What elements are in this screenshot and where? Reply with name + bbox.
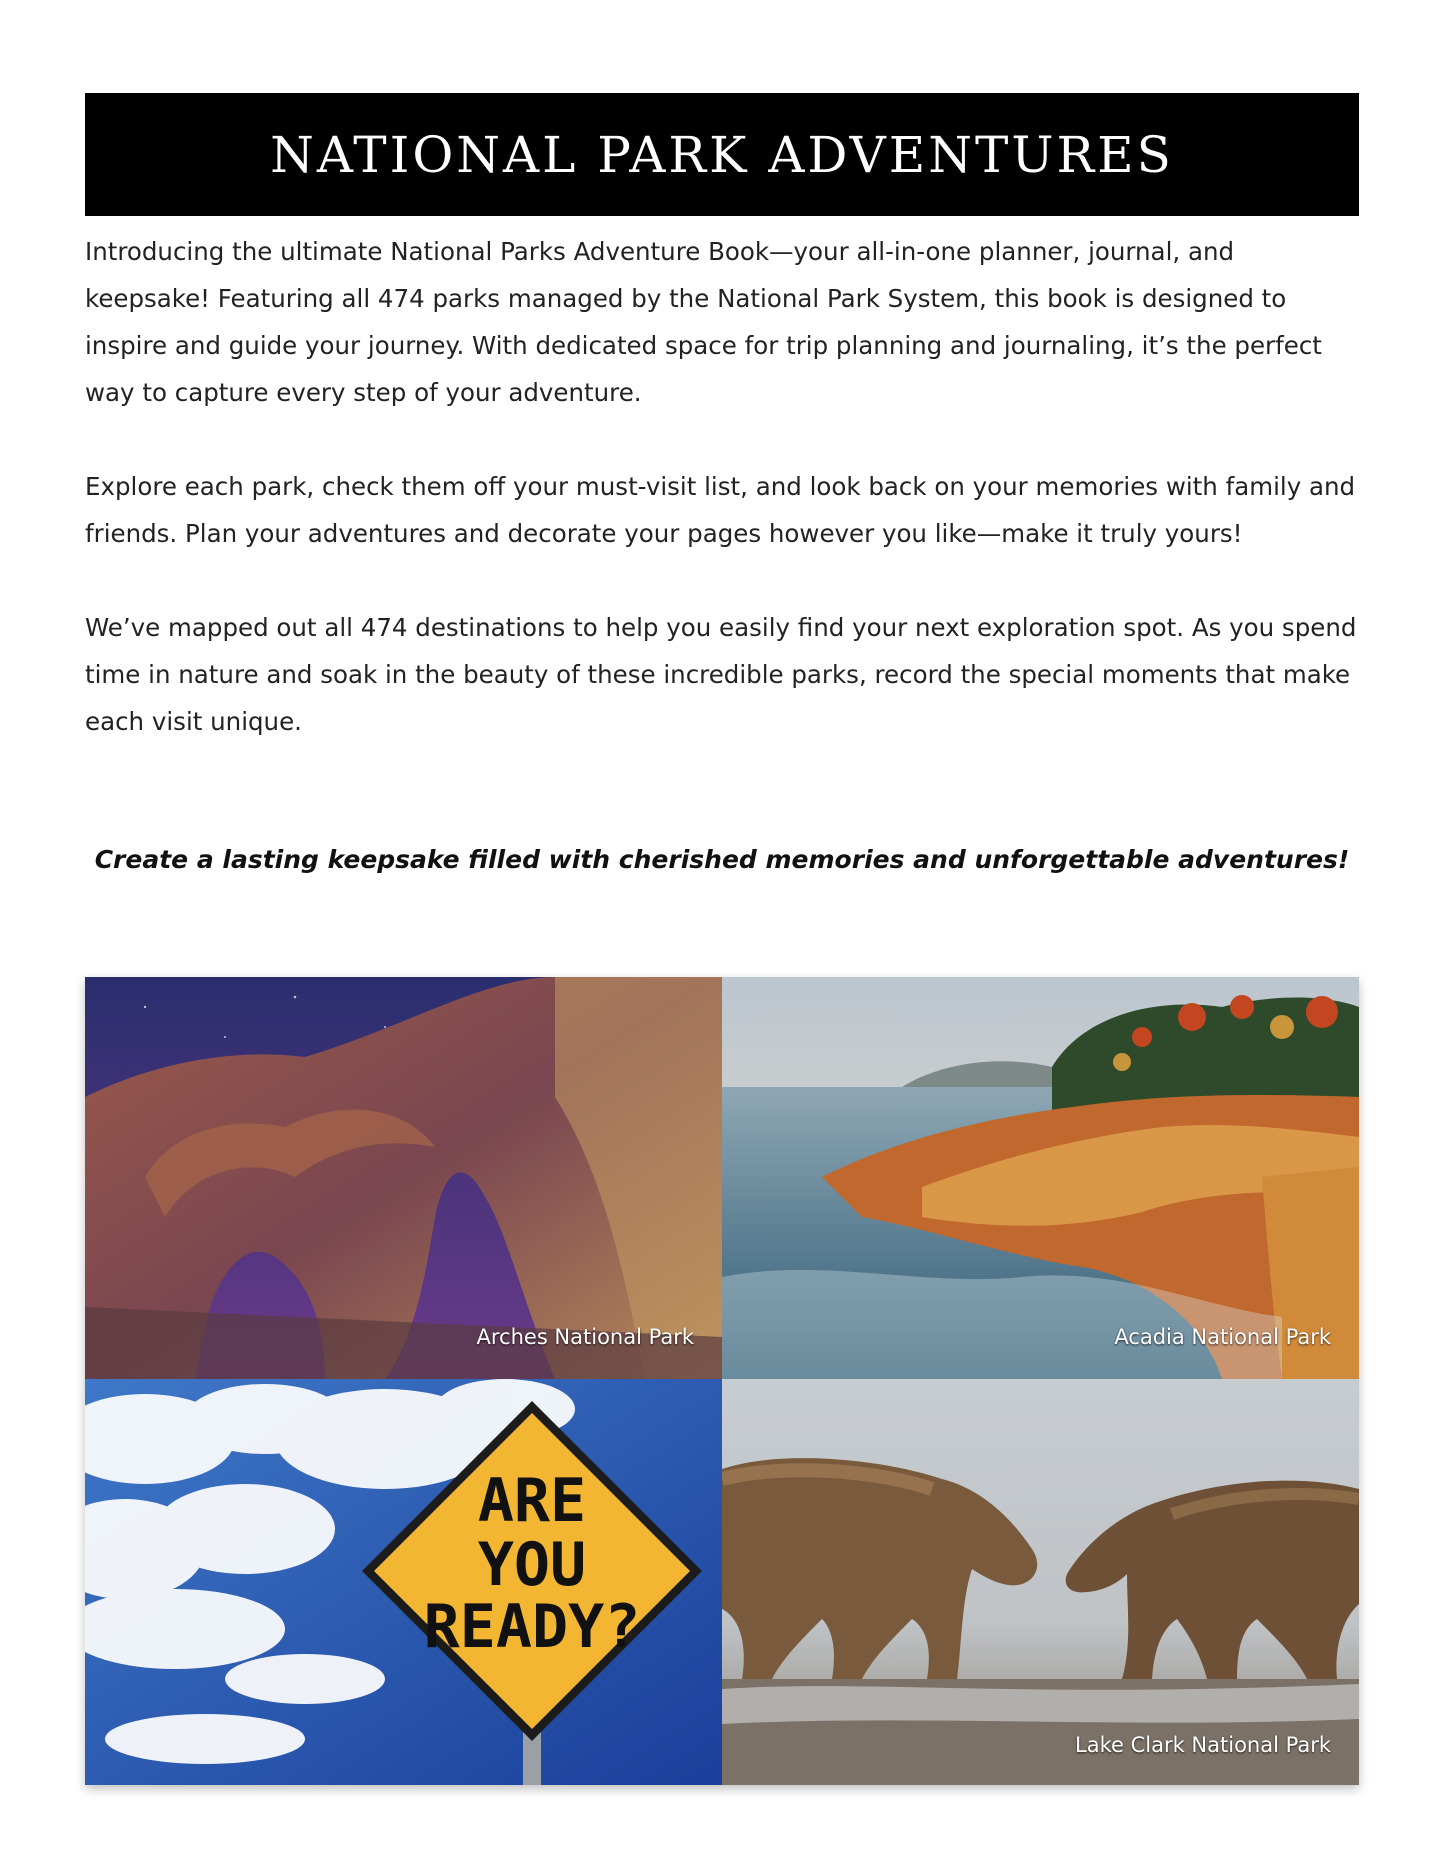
intro-text	[85, 228, 1365, 792]
intro-paragraph-1: Introducing the ultimate National Parks Adventure Book—your all-in-one planner, journal, and keepsake! Featuring all 474 parks managed by the National Park System, this book is designed to inspire and guide your journey. With dedicated space for trip planning and journaling, it’s the perfect way to capture every step of your adventure.	[85, 237, 1322, 407]
intro-paragraph-3: We’ve mapped out all 474 destinations to help you easily find your next exploration spot. As you spend time in nature and soak in the beauty of these incredible parks, record the special moments that make each visit unique.	[85, 613, 1357, 736]
are-you-ready-photo	[85, 1379, 722, 1785]
intro-paragraph-2: Explore each park, check them off your must-visit list, and look back on your memories with family and friends. Plan your adventures and decorate your pages however you like—make it truly yours!	[85, 472, 1356, 548]
lake-clark-photo	[722, 1379, 1359, 1785]
arches-photo	[85, 977, 722, 1379]
arches-illustration	[85, 977, 722, 1379]
title-banner	[85, 93, 1359, 216]
acadia-caption: Acadia National Park	[1114, 1325, 1331, 1349]
arches-caption: Arches National Park	[476, 1325, 694, 1349]
tagline: Create a lasting keepsake filled with cherished memories and unforgettable adventures!	[94, 845, 1350, 874]
sign-line-1: ARE	[477, 1466, 587, 1536]
lake-clark-caption: Lake Clark National Park	[1075, 1733, 1331, 1757]
sign-line-2: YOU	[477, 1530, 587, 1600]
bears-illustration	[722, 1379, 1359, 1785]
acadia-photo	[722, 977, 1359, 1379]
page-title: NATIONAL PARK ADVENTURES	[270, 125, 1174, 184]
sign-line-3: READY?	[423, 1592, 641, 1662]
ready-sign-illustration	[85, 1379, 722, 1785]
photo-grid	[85, 977, 1359, 1785]
acadia-illustration	[722, 977, 1359, 1379]
